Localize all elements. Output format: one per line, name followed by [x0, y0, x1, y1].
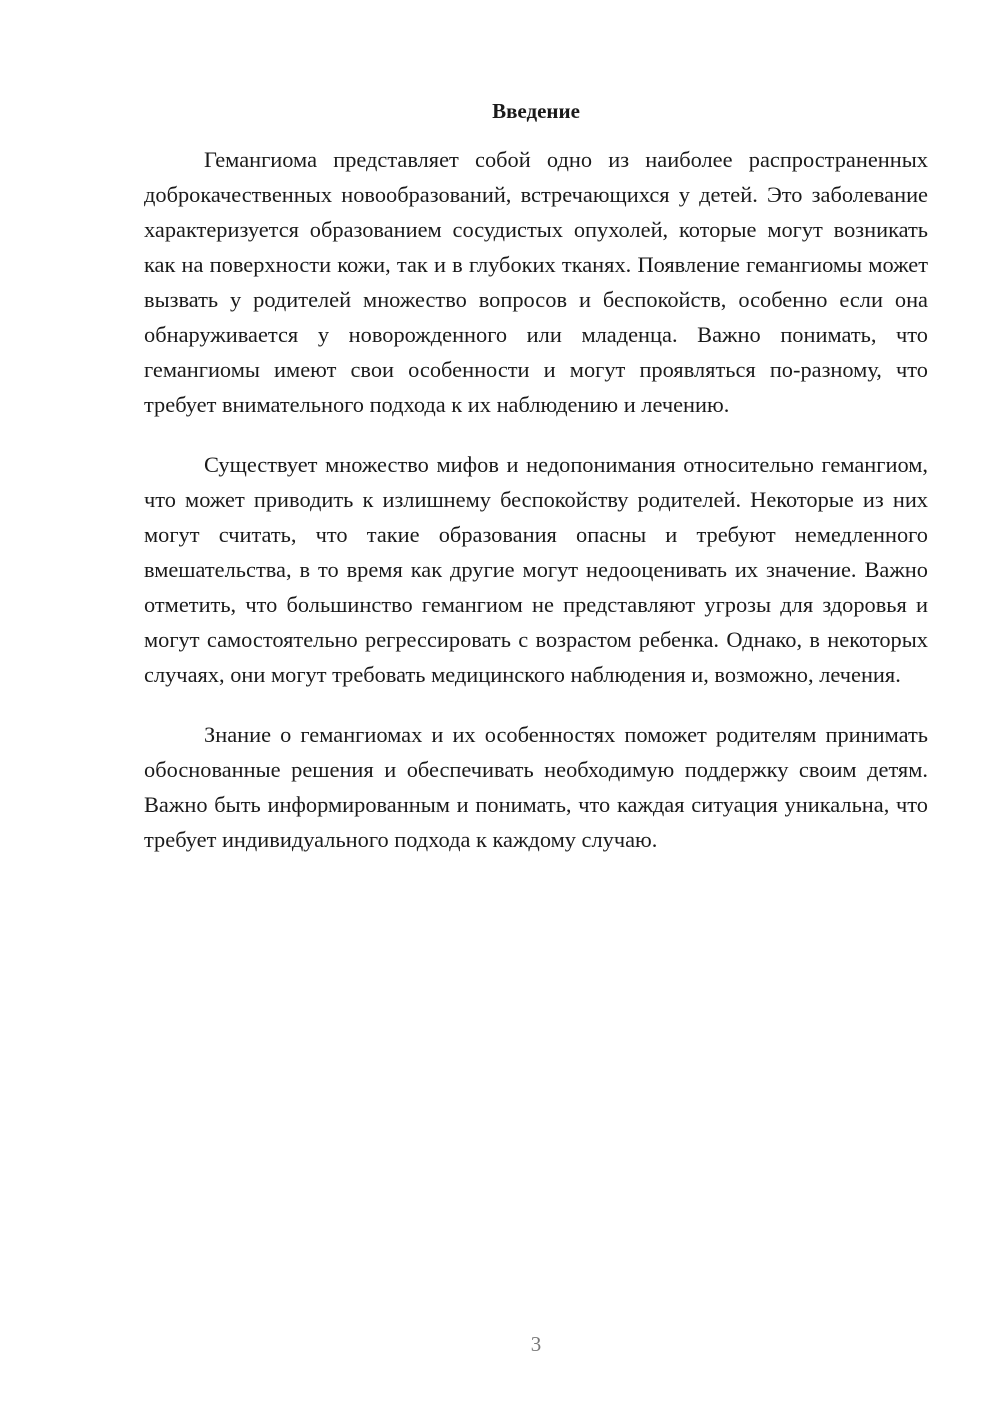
section-heading: Введение	[492, 99, 580, 123]
paragraph-3: Знание о гемангиомах и их особенностях поможет родителям принимать обоснованные решения и обеспечивать необходимую поддержку своим детям. Важно быть информированным и понимать, что каждая ситуация уникальна, что требует индивидуального подхода к каждому случаю.	[144, 722, 928, 852]
page-number: 3	[530, 1332, 542, 1356]
paragraph-2: Существует множество мифов и недопонимания относительно гемангиом, что может приводить к излишнему беспокойству родителей. Некоторые из них могут считать, что такие образования опасны и требуют немедленного вмешательства, в то время как другие могут недооценивать их значение. Важно отметить, что большинство гемангиом не представляют угрозы для здоровья и могут самостоятельно регрессировать с возрастом ребенка. Однако, в некоторых случаях, они могут требовать медицинского наблюдения и, возможно, лечения.	[144, 452, 928, 687]
body-text	[144, 142, 928, 882]
paragraph-1: Гемангиома представляет собой одно из наиболее распространенных доброкачественных новообразований, встречающихся у детей. Это заболевание характеризуется образованием сосудистых опухолей, которые могут возникать как на поверхности кожи, так и в глубоких тканях. Появление гемангиомы может вызвать у родителей множество вопросов и беспокойств, особенно если она обнаруживается у новорожденного или младенца. Важно понимать, что гемангиомы имеют свои особенности и могут проявляться по-разному, что требует внимательного подхода к их наблюдению и лечению.	[144, 147, 928, 417]
